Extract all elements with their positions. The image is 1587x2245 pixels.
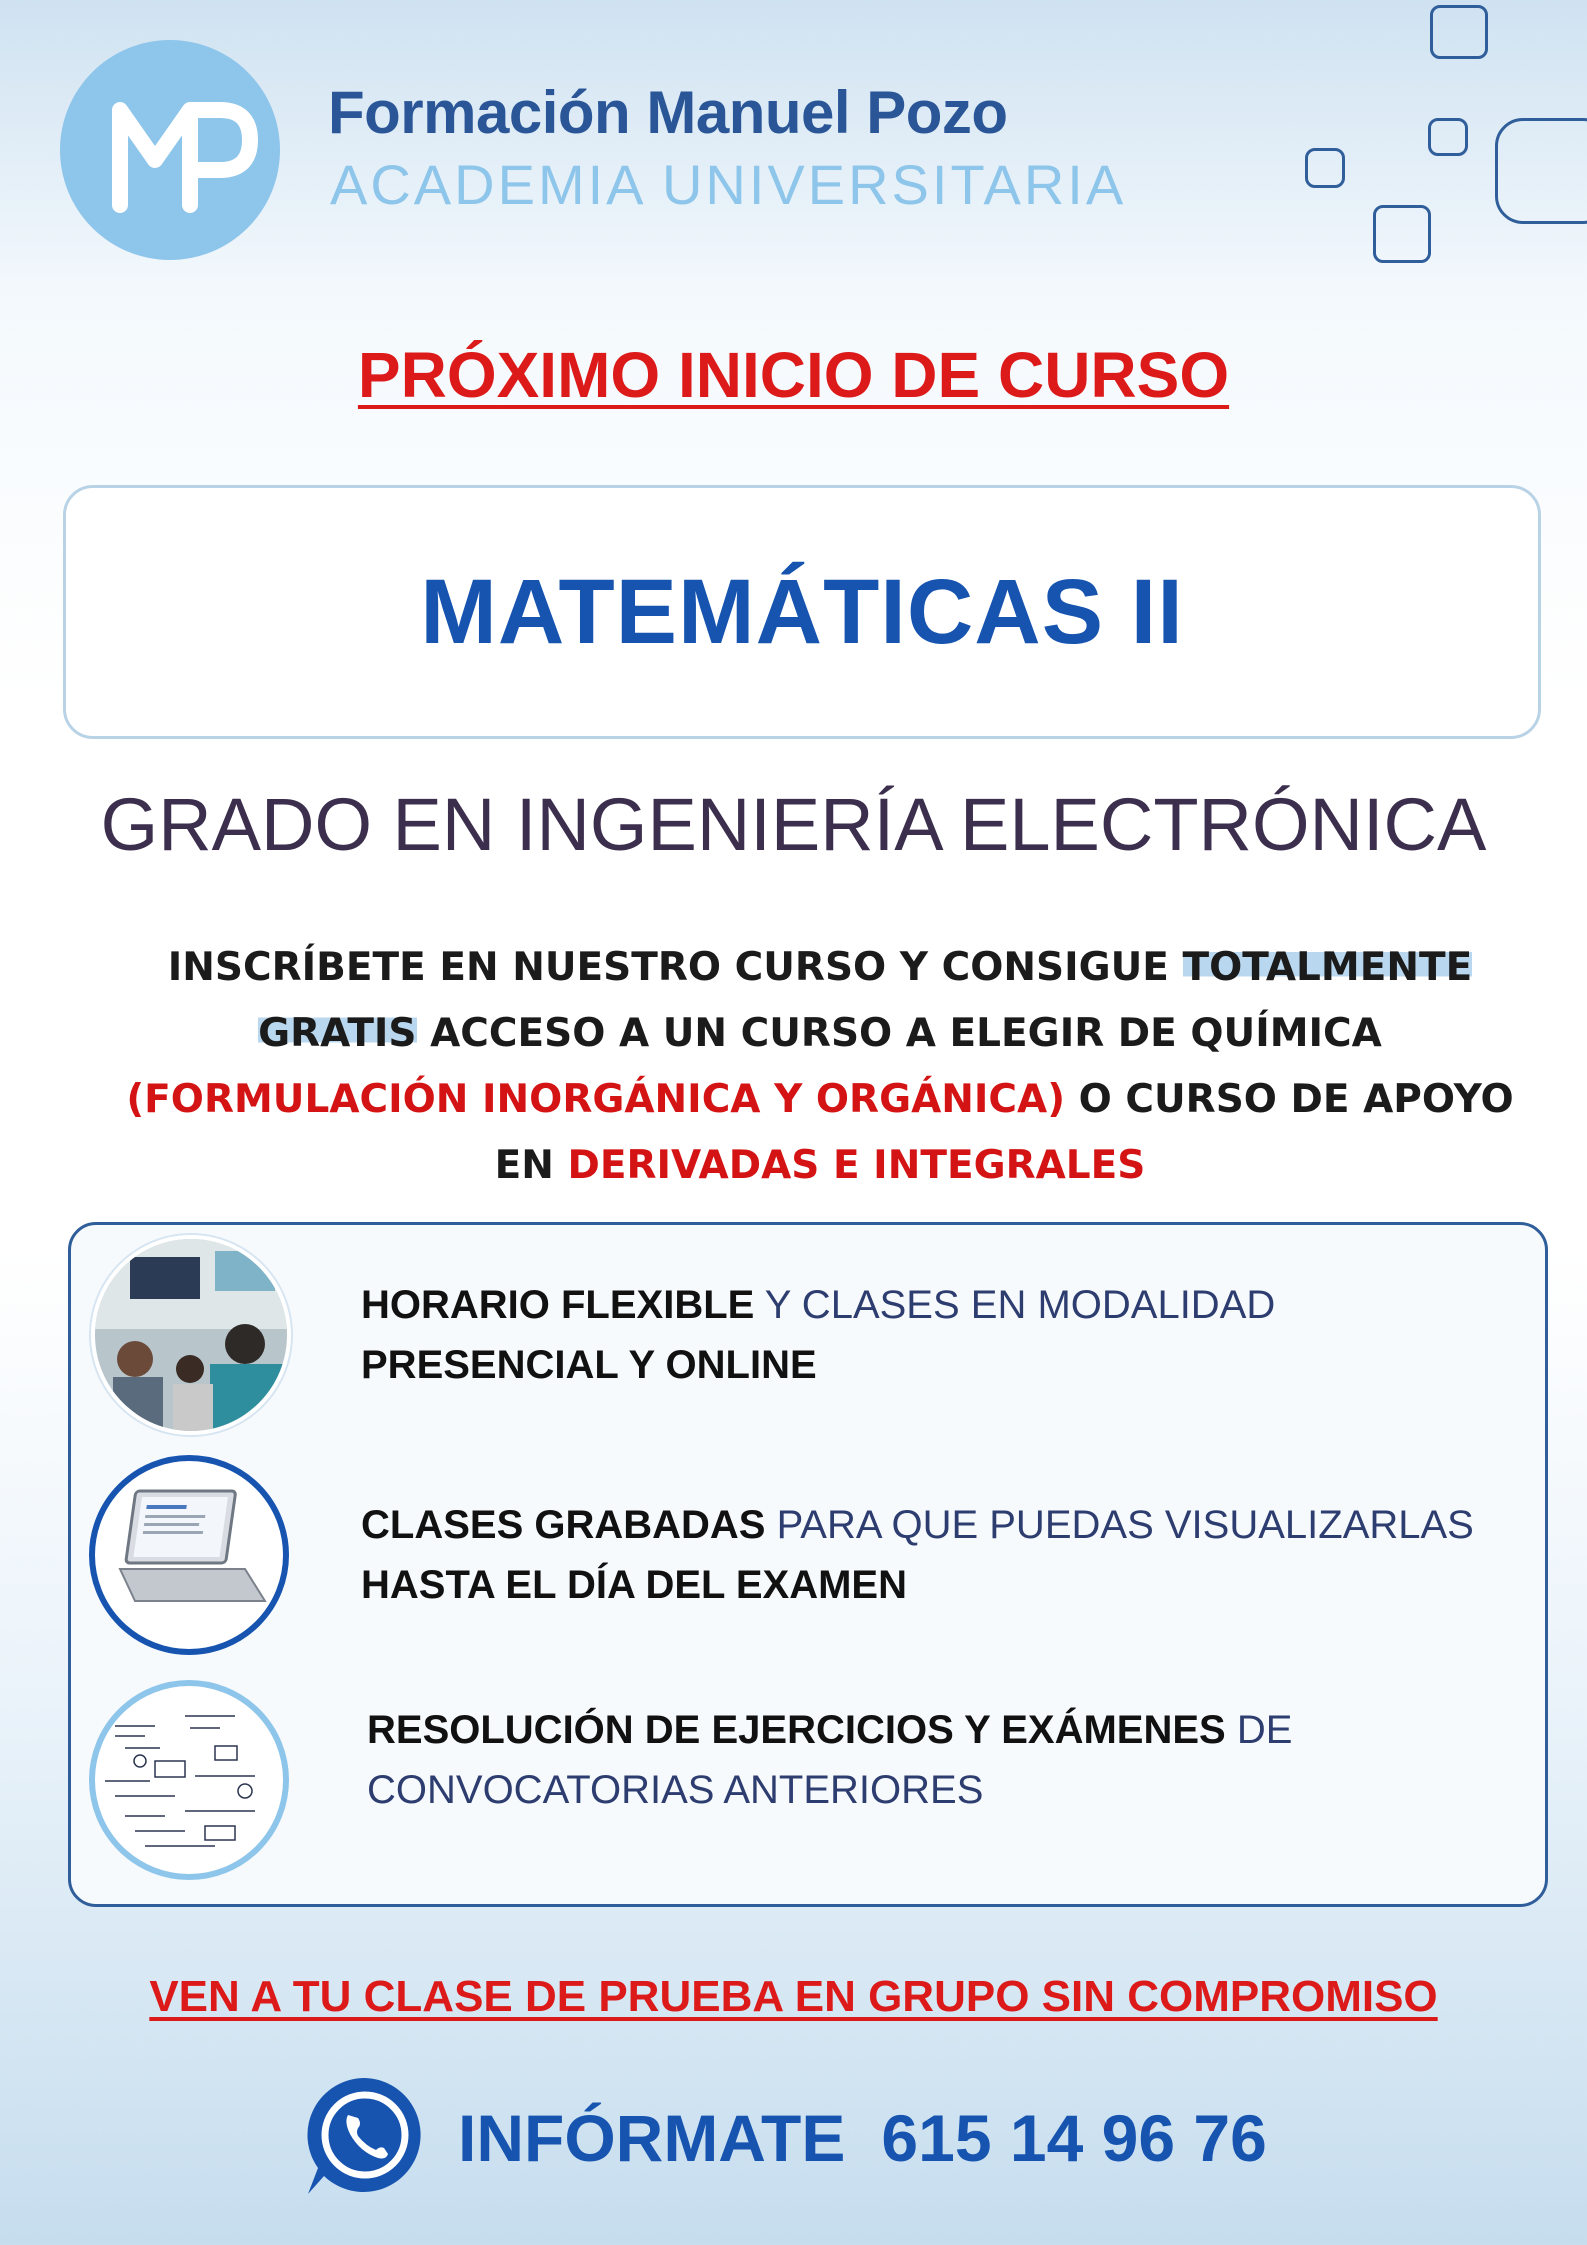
- course-box: [63, 485, 1541, 739]
- laptop-icon: [89, 1455, 289, 1655]
- brand-name: Formación Manuel Pozo: [328, 79, 1008, 146]
- decor-square: [1495, 118, 1587, 224]
- page-heading: PRÓXIMO INICIO DE CURSO: [357, 339, 1230, 411]
- decor-square: [1428, 118, 1468, 156]
- brand-subtitle: ACADEMIA UNIVERSITARIA: [330, 153, 1127, 216]
- feature-text: [361, 1275, 1511, 1395]
- feature-bold: HORARIO FLEXIBLE: [361, 1283, 755, 1327]
- logo-mark: [60, 40, 280, 260]
- promo-highlight: TOTALMENTE GRATIS: [258, 945, 1473, 1056]
- classroom-photo: [91, 1235, 291, 1435]
- degree-title: GRADO EN INGENIERÍA ELECTRÓNICA: [100, 783, 1487, 866]
- promo-part: ACCESO A UN CURSO A ELEGIR DE QUÍMICA: [416, 1011, 1382, 1056]
- decor-square: [1430, 5, 1488, 59]
- decor-square: [1305, 148, 1345, 188]
- course-title: MATEMÁTICAS II: [420, 560, 1184, 663]
- feature-normal: Y CLASES EN MODALIDAD: [754, 1283, 1276, 1327]
- feature-bold: HASTA EL DÍA DEL EXAMEN: [361, 1563, 907, 1607]
- promo-red-text: DERIVADAS E INTEGRALES: [567, 1143, 1146, 1188]
- promo-red-text: (FORMULACIÓN INORGÁNICA Y ORGÁNICA): [126, 1077, 1066, 1122]
- feature-bold: RESOLUCIÓN DE EJERCICIOS Y EXÁMENES: [367, 1708, 1226, 1752]
- phone-number[interactable]: 615 14 96 76: [881, 2101, 1267, 2175]
- cta-text: VEN A TU CLASE DE PRUEBA EN GRUPO SIN COMPROMISO: [149, 1972, 1438, 2021]
- feature-text: [361, 1495, 1511, 1615]
- exercise-sheet-icon: [89, 1680, 289, 1880]
- feature-text: [367, 1700, 1517, 1820]
- promo-text: [110, 935, 1530, 1199]
- feature-bold: CLASES GRABADAS: [361, 1503, 766, 1547]
- contact-label: INFÓRMATE: [458, 2101, 846, 2175]
- promo-part: INSCRÍBETE EN NUESTRO CURSO Y CONSIGUE: [167, 945, 1183, 990]
- promo-part: O CURSO DE APOYO EN: [494, 1077, 1514, 1188]
- feature-normal: DE CONVOCATORIAS ANTERIORES: [367, 1708, 1293, 1812]
- whatsapp-icon[interactable]: [300, 2070, 430, 2200]
- feature-normal: PARA QUE PUEDAS VISUALIZARLAS: [765, 1503, 1474, 1547]
- contact-line: [458, 2100, 1303, 2176]
- features-box: [68, 1222, 1548, 1907]
- decor-square: [1373, 205, 1431, 263]
- feature-bold: PRESENCIAL Y ONLINE: [361, 1343, 817, 1387]
